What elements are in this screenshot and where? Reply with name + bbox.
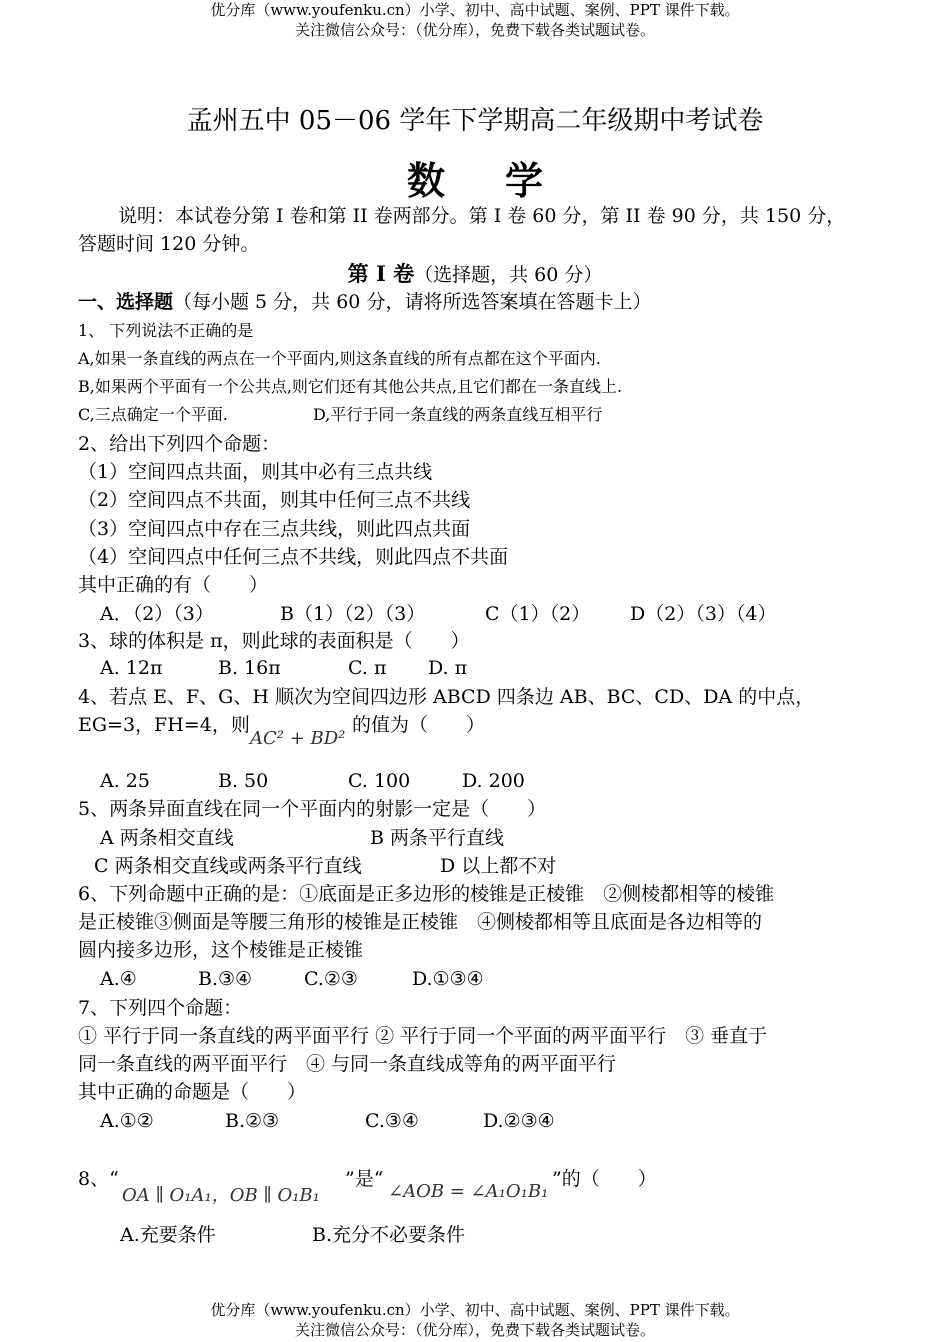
section1-rest: （每小题 5 分，共 60 分，请将所选答案填在答题卡上） [173, 291, 652, 313]
q1-option-a: A,如果一条直线的两点在一个平面内,则这条直线的所有点都在这个平面内. [78, 349, 601, 368]
q2-proposition-3: （3）空间四点中存在三点共线，则此四点共面 [78, 518, 471, 540]
q7-option-b: B.②③ [225, 1110, 280, 1132]
q3-option-c: C. π [348, 657, 387, 679]
part1-rest: （选择题，共 60 分） [414, 264, 603, 286]
q7-ask: 其中正确的命题是（ ） [78, 1081, 307, 1103]
q4-stem-line-1: 4、若点 E、F、G、H 顺次为空间四边形 ABCD 四条边 AB、BC、CD、DA 的中点， [78, 686, 815, 708]
q6-option-d: D.①③④ [412, 968, 484, 990]
q5-option-a: A 两条相交直线 [100, 827, 234, 849]
q7-option-d: D.②③④ [483, 1110, 555, 1132]
q5-option-c: C 两条相交直线或两条平行直线 [94, 855, 362, 877]
q6-line-1: 6、下列命题中正确的是：①底面是正多边形的棱锥是正棱锥 ②侧棱都相等的棱锥 [78, 883, 775, 905]
q6-line-2: 是正棱锥③侧面是等腰三角形的棱锥是正棱锥 ④侧棱都相等且底面是各边相等的 [78, 911, 763, 933]
q5-option-d: D 以上都不对 [440, 855, 557, 877]
q2-option-c: C（1）（2） [485, 603, 591, 625]
q8-number: 8、“ [78, 1168, 119, 1190]
q4-option-c: C. 100 [348, 770, 411, 792]
q2-ask: 其中正确的有（ ） [78, 574, 269, 596]
section1-bold: 一、选择题 [78, 291, 174, 313]
q2-proposition-1: （1）空间四点共面，则其中必有三点共线 [78, 461, 433, 483]
q4-option-b: B. 50 [218, 770, 269, 792]
q8-conclusion-expr: ∠AOB = ∠A₁O₁B₁ [388, 1181, 549, 1202]
q4-option-a: A. 25 [100, 770, 150, 792]
section1-heading [78, 289, 651, 315]
q7-option-c: C.③④ [365, 1110, 419, 1132]
q5-option-b: B 两条平行直线 [370, 827, 505, 849]
part1-bold: 第 I 卷 [347, 261, 415, 286]
q7-line-1: ① 平行于同一条直线的两平面平行 ② 平行于同一个平面的两平面平行 ③ 垂直于 [78, 1025, 768, 1047]
q2-stem: 2、给出下列四个命题： [78, 433, 281, 455]
q2-proposition-2: （2）空间四点不共面，则其中任何三点不共线 [78, 489, 471, 511]
q1-option-b: B,如果两个平面有一个公共点,则它们还有其他公共点,且它们都在一条直线上. [78, 377, 623, 396]
q8-mid: ”是“ [345, 1168, 384, 1190]
q1-stem: 1、 下列说法不正确的是 [78, 321, 254, 340]
footer-line-1: 优分库（www.youfenku.cn）小学、初中、高中试题、案例、PPT 课件下载。 [210, 1301, 740, 1319]
q3-option-b: B. 16π [218, 657, 281, 679]
subject-title: 数学 [406, 158, 603, 203]
intro-line-2: 答题时间 120 分钟。 [78, 233, 260, 255]
q4-option-d: D. 200 [462, 770, 525, 792]
q1-option-d: D,平行于同一条直线的两条直线互相平行 [313, 405, 603, 424]
q2-option-d: D（2）（3）（4） [630, 603, 777, 625]
q7-stem: 7、下列四个命题： [78, 997, 243, 1019]
intro-line-1: 说明：本试卷分第 I 卷和第 II 卷两部分。第 I 卷 60 分，第 II 卷 90 分，共 150 分， [118, 205, 846, 227]
q2-option-b: B（1）（2）（3） [280, 603, 426, 625]
q7-line-2: 同一条直线的两平面平行 ④ 与同一条直线成等角的两平面平行 [78, 1053, 617, 1075]
q8-end: ”的（ ） [552, 1168, 657, 1190]
q7-option-a: A.①② [100, 1110, 154, 1132]
q8-option-a: A.充要条件 [120, 1224, 216, 1246]
q6-line-3: 圆内接多边形，这个棱锥是正棱锥 [78, 939, 364, 961]
q8-option-b: B.充分不必要条件 [312, 1224, 466, 1246]
header-line-1: 优分库（www.youfenku.cn）小学、初中、高中试题、案例、PPT 课件下载。 [210, 1, 740, 19]
q4-expression: AC² + BD² [250, 728, 346, 749]
q6-option-c: C.②③ [304, 968, 358, 990]
q1-option-c: C,三点确定一个平面. [78, 405, 228, 424]
q8-condition-expr: OA ∥ O₁A₁，OB ∥ O₁B₁ [122, 1185, 320, 1206]
header-line-2: 关注微信公众号：（优分库），免费下载各类试题试卷。 [294, 21, 655, 39]
q4-stem-2b: 的值为（ ） [352, 714, 486, 736]
q2-option-a: A．（2）（3） [100, 603, 214, 625]
part1-heading [0, 261, 950, 288]
q6-option-a: A.④ [100, 968, 137, 990]
q3-stem: 3、球的体积是 π，则此球的表面积是（ ） [78, 630, 470, 652]
q3-option-d: D. π [428, 657, 468, 679]
q2-proposition-4: （4）空间四点中任何三点不共线，则此四点不共面 [78, 546, 509, 568]
footer-line-2: 关注微信公众号：（优分库），免费下载各类试题试卷。 [294, 1321, 655, 1339]
exam-title: 孟州五中 05－06 学年下学期高二年级期中考试卷 [186, 106, 764, 136]
q6-option-b: B.③④ [198, 968, 253, 990]
q3-option-a: A. 12π [100, 657, 163, 679]
q4-stem-2a: EG=3，FH=4，则 [78, 714, 250, 736]
q5-stem: 5、两条异面直线在同一个平面内的射影一定是（ ） [78, 798, 547, 820]
